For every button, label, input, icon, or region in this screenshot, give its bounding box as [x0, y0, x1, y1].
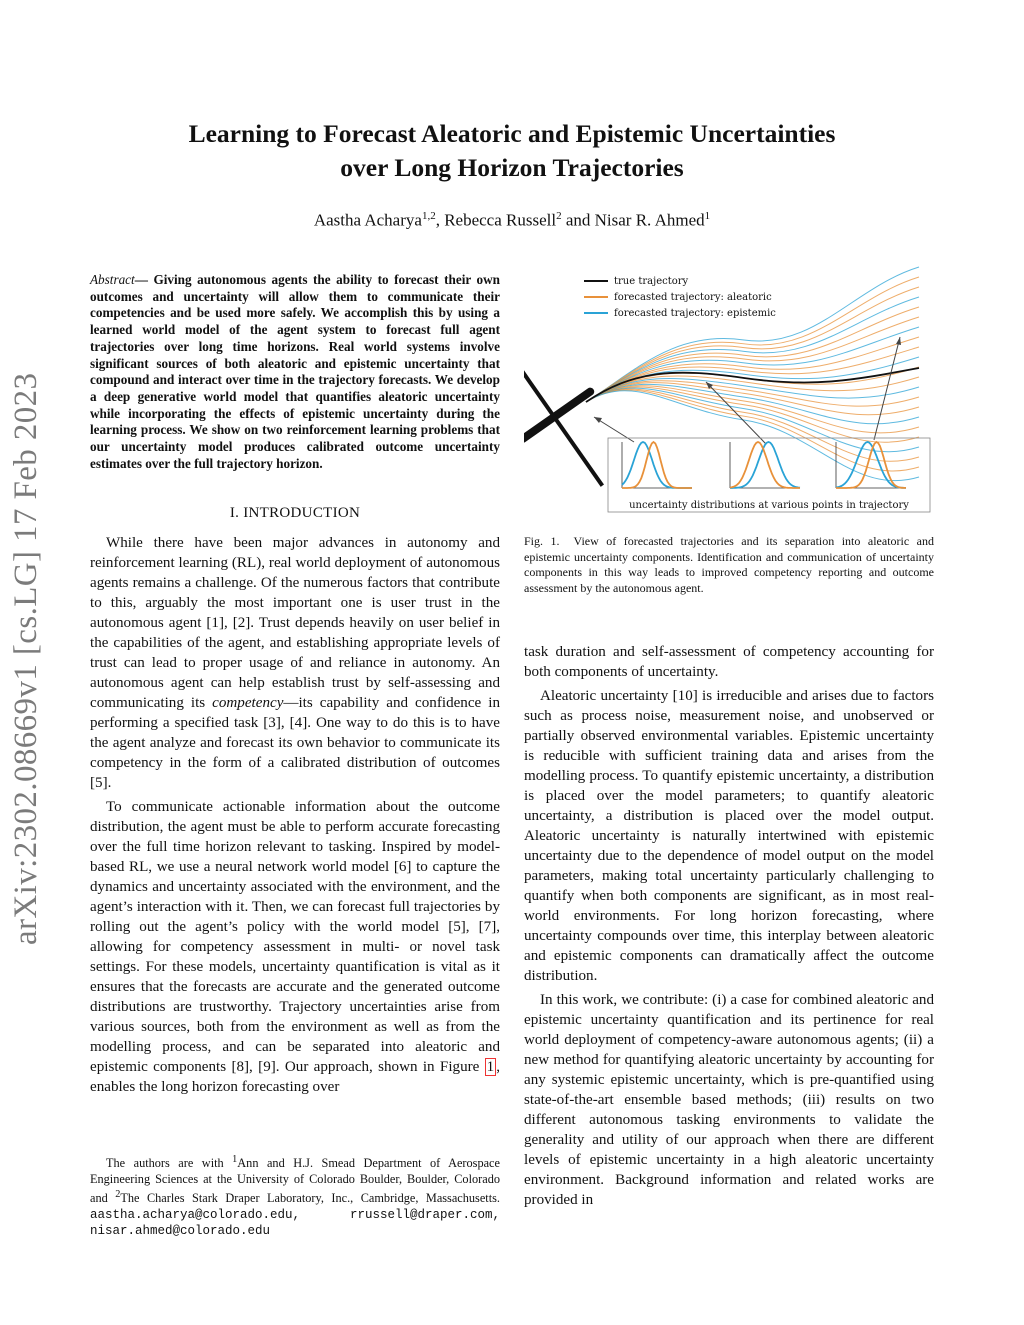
- right-paragraph-0: task duration and self-assessment of competency accounting for both components of uncertainty.: [524, 644, 934, 680]
- author-3: and Nisar R. Ahmed: [561, 210, 705, 230]
- legend-aleatoric-label: forecasted trajectory: aleatoric: [614, 292, 772, 303]
- legend-epistemic-label: forecasted trajectory: epistemic: [614, 308, 776, 319]
- title-line-2: over Long Horizon Trajectories: [340, 153, 684, 182]
- forecast-trajectory-line: [586, 347, 919, 402]
- title-line-1: Learning to Forecast Aleatoric and Epistemic Uncertainties: [188, 119, 836, 148]
- paper-title: [100, 117, 924, 185]
- intro-p2-text-a: To communicate actionable information about the outcome distribution, the agent must be able to perform accurate forecasting over the full time horizon relevant to tasking. Inspired by model-based RL, we use a neural network world model [6] to capture the dynamics and uncertainty associated with the environment, and the agent’s interaction with it. Then, we can forecast full trajectories by rolling out the agent’s policy with the world model [5], [7], allowing for competency assessment in multi- or novel task settings. For these models, uncertainty quantification is vital as it ensures that the forecasts are accurate and the generated outcome distributions are trustworthy. Trajectory uncertainties arise from various sources, both from the environment as well as from the modelling process, and can be separated into aleatoric and epistemic components [8], [9]. Our approach, shown in Figure: [90, 799, 500, 1075]
- author-1: Aastha Acharya: [313, 210, 422, 230]
- author-emails: aastha.acharya@colorado.edu, rrussell@draper.com, nisar.ahmed@colorado.edu: [90, 1207, 500, 1239]
- competency-emphasis: competency: [212, 695, 284, 711]
- right-paragraph-2: In this work, we contribute: (i) a case for combined aleatoric and epistemic uncertainty quantification and its pertinence for real world deployment of competency-aware autonomous agents; (ii) a new method for quantifying aleatoric uncertainty by accounting for any systemic epistemic uncertainty, which is pre-quantified using state-of-the-art ensemble based methods; (iii) results on two different autonomous tasking environments to validate the generality and utility of our approach when there are different levels of epistemic uncertainty in a high aleatoric uncertainty environment. Background information and related works are provided in: [524, 992, 934, 1208]
- pointer-arrowhead-1: [594, 417, 602, 423]
- author-footnote: [90, 1152, 500, 1240]
- abstract-label: Abstract: [90, 272, 135, 287]
- intro-paragraph-2: [90, 797, 500, 1097]
- arxiv-identifier: arXiv:2302.08669v1 [cs.LG] 17 Feb 2023: [8, 372, 44, 945]
- author-3-affiliation: 1: [704, 210, 711, 222]
- intro-paragraph-1: [90, 533, 500, 793]
- legend: [584, 276, 776, 319]
- author-list: [100, 210, 924, 231]
- author-1-affiliation: 1,2: [421, 210, 436, 222]
- figure-1-graphic: [524, 262, 934, 524]
- figure-1: [524, 262, 934, 524]
- right-paragraph-1: Aleatoric uncertainty [10] is irreducible and arises due to factors such as process noise, measurement noise, and unobserved or partially observed environmental variables. Epistemic uncertainty is reducible with sufficient training data and arises from the modelling process. To quantify epistemic uncertainty, a distribution is placed over the model parameters; to quantify aleatoric uncertainty, a distribution is placed over the model output. Aleatoric uncertainty is naturally intertwined with epistemic uncertainty due to the dependence of model output on the model parameters, making total uncertainty particularly challenging to quantify when both components are significant, as in most real-world environments. For long horizon forecasting, where uncertainty compounds over time, this interplay between aleatoric and epistemic components can dramatically affect the outcome distribution.: [524, 688, 934, 984]
- figure-1-caption: [524, 534, 934, 596]
- caption-text: View of forecasted trajectories and its separation into aleatoric and epistemic uncertainty components. Identification and communication of uncertainty components in this way leads to improved competency reporting and outcome assessment by the autonomous agent.: [524, 534, 934, 595]
- abstract-text: — Giving autonomous agents the ability to forecast their own outcomes and uncertainty will allow them to communicate their competencies and be used more safely. We accomplish this by using a learned world model of the agent system to forecast full agent trajectories over long time horizons. Real world systems involve significant sources of both aleatoric and epistemic uncertainty that compound and interact over time in the trajectory forecasts. We develop a deep generative world model that quantifies aleatoric uncertainty while incorporating the effects of epistemic uncertainty during the learning process. We show on two reinforcement learning problems that our uncertainty model produces calibrated outcome uncertainty estimates over the full trajectory horizon.: [90, 272, 500, 471]
- abstract: [90, 272, 500, 472]
- intro-p2-text-b: , enables the long horizon forecasting over: [90, 1059, 500, 1095]
- footnote-text-3: The Charles Stark Draper Laboratory, Inc., Cambridge, Massachusetts.: [120, 1191, 500, 1206]
- intro-p1-text-a: While there have been major advances in autonomy and reinforcement learning (RL), real world deployment of autonomous agents remains a challenge. Of the numerous factors that contribute to this, arguably the most important one is user trust in the autonomous agent [1], [2]. Trust depends heavily on user belief in the capabilities of the agent, and establishing appropriate levels of trust can lead to proper usage of and reliance in autonomy. An autonomous agent can help establish trust by self-assessing and communicating its: [90, 535, 500, 711]
- aleatoric-distribution-curve: [730, 442, 800, 488]
- footnote-text-1: The authors are with: [106, 1156, 233, 1171]
- distribution-caption: uncertainty distributions at various points in trajectory: [629, 500, 909, 511]
- caption-label: Fig. 1.: [524, 534, 560, 548]
- author-2-affiliation: 2: [556, 210, 562, 222]
- figure-1-link[interactable]: 1: [486, 1059, 495, 1075]
- pointer-arrow-3: [874, 337, 900, 440]
- aircraft-icon: [524, 327, 642, 514]
- introduction-body: [90, 533, 500, 1101]
- author-2: , Rebecca Russell: [435, 210, 557, 230]
- right-column-body: [524, 642, 934, 1214]
- section-heading-introduction: I. INTRODUCTION: [229, 505, 361, 521]
- forecast-trajectory-line: [586, 386, 919, 433]
- intro-p1-text-b: —its capability and confidence in performing a specified task [3], [4]. One way to do this is to have the agent analyze and forecast its own behavior to communicate its competency in the form of a calibrated distribution of outcomes [5].: [90, 695, 500, 791]
- footnote-text-2: Ann and H.J. Smead Department of Aerospace Engineering Sciences at the University of Colorado Boulder, Boulder, Colorado and: [90, 1156, 500, 1206]
- footnote-sup-1: 1: [232, 1154, 238, 1165]
- footnote-sup-2: 2: [115, 1189, 121, 1201]
- legend-true-label: true trajectory: [614, 276, 689, 287]
- pointer-arrowhead-3: [896, 337, 901, 345]
